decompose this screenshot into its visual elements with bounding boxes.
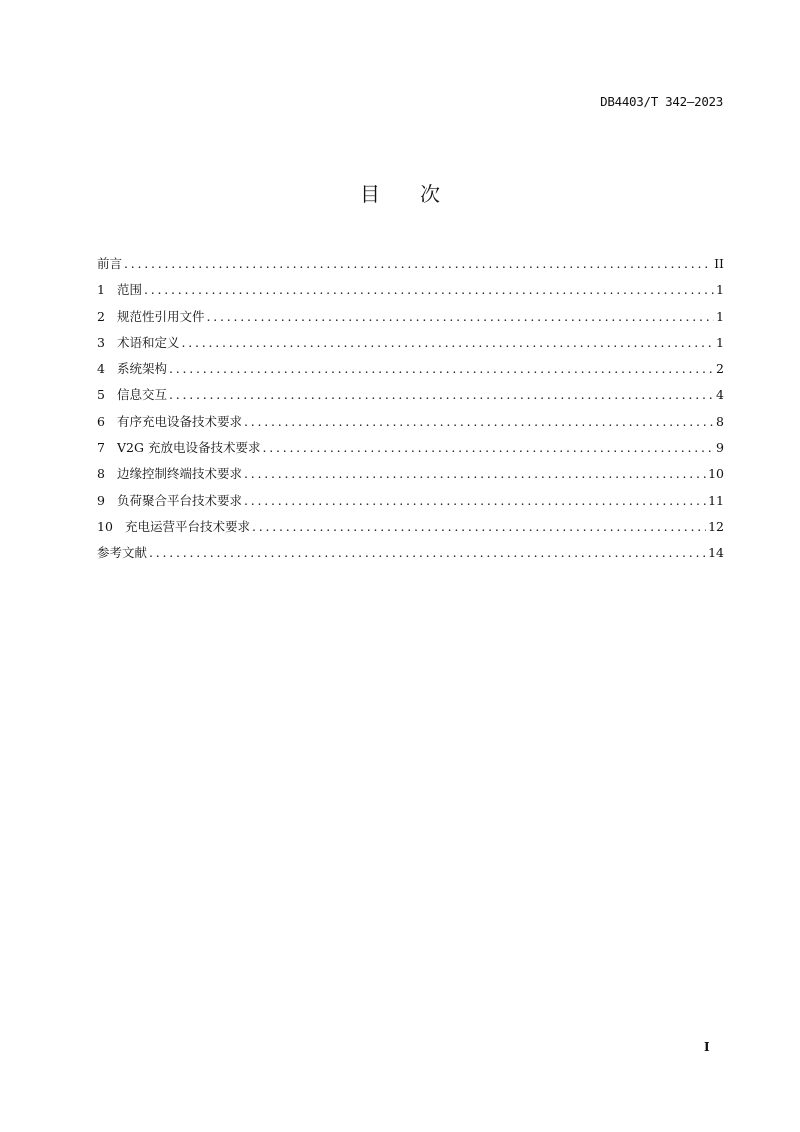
toc-page-number: II bbox=[714, 256, 724, 271]
dot-leader bbox=[169, 361, 714, 376]
toc-entry[interactable] bbox=[97, 359, 724, 385]
toc-entry-label: 系统架构 bbox=[117, 361, 168, 377]
toc-section-number: 5 bbox=[97, 387, 105, 403]
toc-entry[interactable] bbox=[97, 254, 724, 280]
toc-entry[interactable] bbox=[97, 543, 724, 569]
toc-page-number: 11 bbox=[708, 492, 724, 508]
toc-section-number: 6 bbox=[97, 413, 105, 429]
toc-entry-label: 参考文献 bbox=[97, 545, 148, 561]
title-char: 目 bbox=[360, 182, 380, 206]
dot-leader bbox=[244, 493, 706, 508]
title-char: 次 bbox=[420, 182, 440, 206]
dot-leader bbox=[207, 309, 715, 324]
toc-section-number: 7 bbox=[97, 440, 105, 456]
toc-entry-label: 前言 bbox=[97, 256, 123, 271]
toc-page-number: 12 bbox=[708, 518, 724, 534]
toc-entry[interactable] bbox=[97, 307, 724, 333]
toc-entry[interactable] bbox=[97, 412, 724, 438]
toc-entry-label: 术语和定义 bbox=[117, 334, 180, 350]
toc-entry[interactable] bbox=[97, 438, 724, 464]
toc-entry-label: 规范性引用文件 bbox=[117, 308, 205, 324]
page-title bbox=[0, 178, 800, 207]
dot-leader bbox=[149, 545, 706, 560]
toc-entry-label: 信息交互 bbox=[117, 387, 168, 403]
toc-entry-label: V2G 充放电设备技术要求 bbox=[117, 440, 261, 456]
toc-entry-label: 负荷聚合平台技术要求 bbox=[117, 492, 243, 508]
toc-page-number: 2 bbox=[716, 361, 724, 377]
toc-entry[interactable] bbox=[97, 464, 724, 490]
toc-entry[interactable] bbox=[97, 333, 724, 359]
toc-page-number: 9 bbox=[716, 440, 724, 456]
toc-entry-label: 充电运营平台技术要求 bbox=[125, 518, 251, 534]
dot-leader bbox=[244, 466, 706, 481]
toc-section-number: 10 bbox=[97, 518, 113, 534]
toc-entry[interactable] bbox=[97, 517, 724, 543]
toc-page-number: 4 bbox=[716, 387, 724, 403]
toc-entry[interactable] bbox=[97, 491, 724, 517]
toc-entry-label: 边缘控制终端技术要求 bbox=[117, 466, 243, 482]
dot-leader bbox=[144, 282, 714, 297]
toc-entry[interactable] bbox=[97, 280, 724, 306]
dot-leader bbox=[244, 414, 714, 429]
toc-page-number: 1 bbox=[716, 334, 724, 350]
toc-section-number: 9 bbox=[97, 492, 105, 508]
dot-leader bbox=[262, 440, 714, 455]
toc-section-number: 8 bbox=[97, 466, 105, 482]
dot-leader bbox=[252, 519, 706, 534]
toc-section-number: 4 bbox=[97, 361, 105, 377]
toc-entry[interactable] bbox=[97, 385, 724, 411]
toc-page-number: 14 bbox=[708, 545, 724, 561]
toc-page-number: 8 bbox=[716, 413, 724, 429]
toc-page-number: 1 bbox=[716, 308, 724, 324]
toc-page-number: 10 bbox=[708, 466, 724, 482]
document-code: DB4403/T 342—2023 bbox=[600, 94, 723, 109]
toc-page-number: 1 bbox=[716, 282, 724, 298]
table-of-contents bbox=[97, 254, 724, 570]
toc-entry-label: 有序充电设备技术要求 bbox=[117, 413, 243, 429]
dot-leader bbox=[124, 256, 712, 271]
toc-section-number: 1 bbox=[97, 282, 105, 298]
page-number: I bbox=[704, 1040, 710, 1054]
dot-leader bbox=[169, 387, 714, 402]
dot-leader bbox=[182, 335, 715, 350]
toc-section-number: 3 bbox=[97, 334, 105, 350]
toc-section-number: 2 bbox=[97, 308, 105, 324]
toc-entry-label: 范围 bbox=[117, 282, 143, 298]
